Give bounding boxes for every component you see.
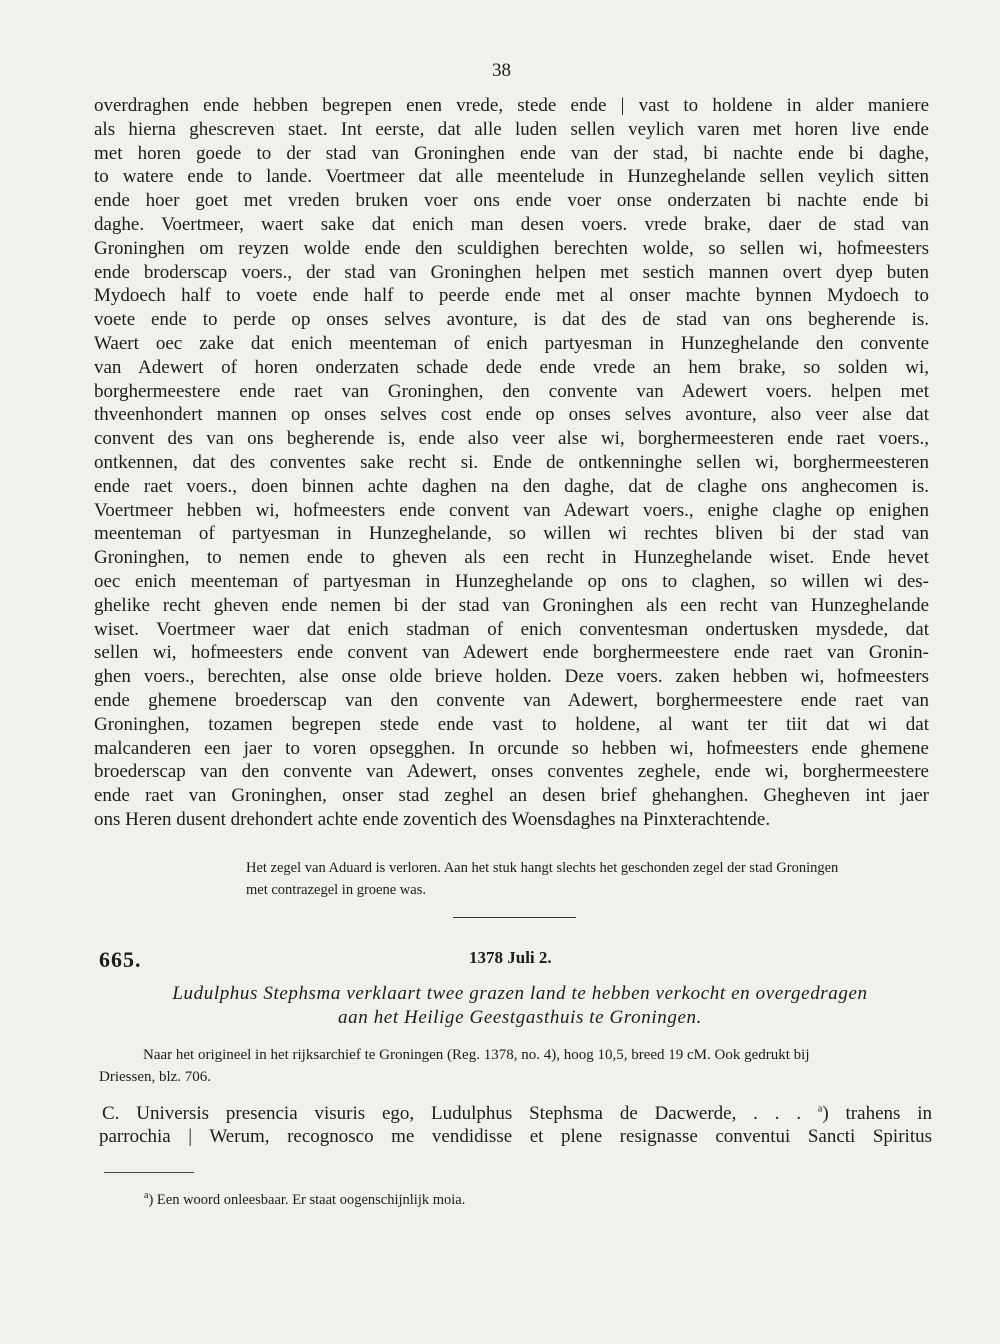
- text-line: broederscap van den convente van Adewert, onses conventes zeghele, ende wi, borghermeestere: [94, 761, 929, 783]
- text-line: ende hoer goet met vreden bruken voer ons ende voer onse onderzaten bi nachte ende bi: [94, 190, 929, 212]
- footnote-text: ) Een woord onleesbaar. Er staat oogenschijnlijk moia.: [148, 1192, 466, 1208]
- text-line: meenteman of partyesman in Hunzeghelande, so willen wi rechtes bliven bi der stad van: [94, 523, 929, 545]
- text-line: borghermeestere ende raet van Groninghen, den convente van Adewert voers. helpen met: [94, 380, 929, 402]
- text-line: wiset. Voertmeer waer dat enich stadman of enich conventesman ondertusken mysdede, dat: [94, 618, 929, 640]
- text-line: overdraghen ende hebben begrepen enen vrede, stede ende | vast to holdene in alder maniere: [94, 95, 929, 116]
- source-line: Naar het origineel in het rijksarchief te Groningen (Reg. 1378, no. 4), hoog 10,5, breed 19 cM. Ook gedrukt bij: [143, 1047, 810, 1063]
- body-line-part: C. Universis presencia visuris ego, Ludulphus Stephsma de Dacwerde, . . .: [102, 1103, 802, 1124]
- text-line: van Adewert of horen onderzaten schade dede ende vrede an hem brake, so solden wi,: [94, 356, 929, 378]
- main-text: [94, 94, 929, 832]
- summary-line: Ludulphus Stephsma verklaart twee grazen land te hebben verkocht en overgedragen: [172, 983, 868, 1004]
- text-line: ende broderscap voers., der stad van Groninghen helpen met sestich mannen overt dyep buten: [94, 261, 929, 283]
- text-line: Groninghen om reyzen wolde ende den sculdighen berechten wolde, so sellen wi, hofmeesters: [94, 237, 929, 259]
- footnote-marker: a: [144, 1190, 149, 1202]
- source-reference: [99, 1044, 931, 1088]
- text-line: sellen wi, hofmeesters ende convent van Adewert ende borghermeestere ende raet van Gronin-: [94, 642, 929, 664]
- text-line: daghe. Voertmeer, waert sake dat enich man desen voers. vrede brake, daer de stad van: [94, 213, 929, 235]
- text-line: ghen voers., berechten, alse onse olde brieve holden. Deze voers. zaken hebben wi, hofmeesters: [94, 666, 929, 688]
- text-line: ontkennen, dat des conventes sake recht si. Ende de ontkenninghe sellen wi, borghermeesteren: [94, 451, 929, 473]
- summary-line: aan het Heilige Geestgasthuis te Groningen.: [338, 1007, 702, 1028]
- footnote-rule: [104, 1172, 194, 1173]
- document-summary: [140, 982, 900, 1030]
- text-line: Groninghen, to nemen ende to gheven als een recht in Hunzeghelande wiset. Ende hevet: [94, 547, 929, 569]
- page-number: 38: [492, 60, 511, 81]
- text-line: ende raet van Groninghen, onser stad zeghel an desen brief ghehanghen. Ghegheven int jaer: [94, 785, 929, 807]
- seal-note: [246, 857, 936, 901]
- body-line: [99, 1102, 932, 1125]
- note-line: Het zegel van Aduard is verloren. Aan het stuk hangt slechts het geschonden zegel der stad Groningen: [246, 860, 839, 876]
- text-line: Voertmeer hebben wi, hofmeesters ende convent van Adewart voers., enighe claghe op enighen: [94, 499, 929, 521]
- text-line: met horen goede to der stad van Groninghen ende van der stad, bi nachte ende bi daghe,: [94, 142, 929, 164]
- footnote-marker: a: [817, 1103, 823, 1115]
- body-line: parrochia | Werum, recognosco me vendidisse et plene resignasse conventui Sancti Spiritus: [99, 1126, 932, 1147]
- text-line: convent des van ons begherende is, ende also veer alse wi, borghermeesteren ende raet voers.,: [94, 428, 929, 450]
- text-line: ghelike recht gheven ende nemen bi der stad van Groninghen als een recht van Hunzeghelande: [94, 594, 929, 616]
- text-line: ons Heren dusent drehondert achte ende zoventich des Woensdaghes na Pinxterachtende.: [94, 808, 771, 830]
- text-line: to watere ende to lande. Voertmeer dat alle meentelude in Hunzeghelande sellen veylich sitten: [94, 166, 929, 188]
- document-body: [99, 1102, 932, 1148]
- text-line: Groninghen, tozamen begrepen stede ende vast to holdene, al want ter tiit dat wi dat: [94, 713, 929, 735]
- text-line: ende ghemene broederscap van den convente van Adewert, borghermeestere ende raet van: [94, 689, 929, 711]
- source-line: Driessen, blz. 706.: [99, 1069, 212, 1085]
- document-date: 1378 Juli 2.: [469, 948, 552, 967]
- text-line: malcanderen een jaer to voren opsegghen. In orcunde so hebben wi, hofmeesters ende ghemene: [94, 737, 929, 759]
- note-line: met contrazegel in groene was.: [246, 882, 426, 898]
- text-line: Mydoech half to voete ende half to peerde ende met al onser machte bynnen Mydoech to: [94, 285, 929, 307]
- footnote: [144, 1192, 465, 1209]
- text-line: voete ende to perde op onses selves avonture, is dat des de stad van ons begherende is.: [94, 309, 929, 331]
- text-line: als hierna ghescreven staet. Int eerste, dat alle luden sellen veylich varen met horen live ende: [94, 118, 929, 140]
- text-line: thveenhondert mannen op onses selves cost ende op onses selves avonture, also veer alse dat: [94, 404, 929, 426]
- body-line-part: ) trahens in: [822, 1103, 933, 1124]
- text-line: oec enich meenteman of partyesman in Hunzeghelande op ons to claghen, so willen wi des-: [94, 570, 929, 592]
- text-line: ende raet voers., doen binnen achte daghen na den daghe, dat de claghe ons anghecomen is.: [94, 475, 929, 497]
- document-number: 665.: [99, 947, 142, 972]
- section-divider: [453, 917, 576, 918]
- text-line: Waert oec zake dat enich meenteman of enich partyesman in Hunzeghelande den convente: [94, 332, 929, 354]
